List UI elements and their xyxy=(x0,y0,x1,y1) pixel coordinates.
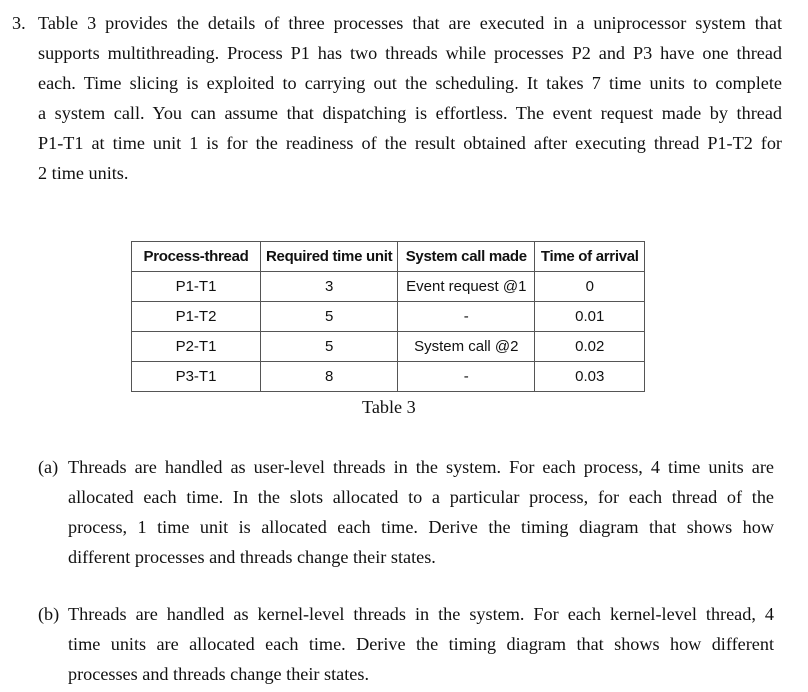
table-row xyxy=(132,302,645,332)
table-cell: 8 xyxy=(261,362,398,392)
part-line: Threads are handled as kernel-level threads in the system. For each kernel-level thread, 4 xyxy=(68,604,774,624)
table-header-cell: Process-thread xyxy=(132,242,261,272)
question-number: 3. xyxy=(12,13,26,33)
part-line: processes and threads change their states. xyxy=(68,664,369,684)
table-cell: Event request @1 xyxy=(398,272,535,302)
part-line: process, 1 time unit is allocated each time. Derive the timing diagram that shows how xyxy=(68,517,774,537)
table-header-row xyxy=(132,242,645,272)
table-cell: - xyxy=(398,362,535,392)
question-line: each. Time slicing is exploited to carrying out the scheduling. It takes 7 time units to complete xyxy=(38,73,782,93)
table-header-cell: Required time unit xyxy=(261,242,398,272)
question-line: supports multithreading. Process P1 has two threads while processes P2 and P3 have one thread xyxy=(38,43,782,63)
table-row xyxy=(132,332,645,362)
table-cell: P1-T2 xyxy=(132,302,261,332)
table-cell: P2-T1 xyxy=(132,332,261,362)
table-cell: System call @2 xyxy=(398,332,535,362)
table-row xyxy=(132,362,645,392)
table-cell: P1-T1 xyxy=(132,272,261,302)
table-caption: Table 3 xyxy=(362,397,416,417)
table-cell: 3 xyxy=(261,272,398,302)
table-cell: 0.01 xyxy=(535,302,645,332)
question-text xyxy=(38,8,782,188)
part-label: (b) xyxy=(38,604,60,624)
part-line: time units are allocated each time. Derive the timing diagram that shows how different xyxy=(68,634,774,654)
part-a xyxy=(0,452,808,582)
question-line: Table 3 provides the details of three processes that are executed in a uniprocessor system that xyxy=(38,13,782,33)
part-line: allocated each time. In the slots allocated to a particular process, for each thread of the xyxy=(68,487,774,507)
table-cell: 5 xyxy=(261,302,398,332)
table-cell: 5 xyxy=(261,332,398,362)
table-cell: 0 xyxy=(535,272,645,302)
part-text xyxy=(68,452,774,572)
table-cell: - xyxy=(398,302,535,332)
table-row xyxy=(132,272,645,302)
part-text xyxy=(68,599,774,689)
part-label: (a) xyxy=(38,457,59,477)
question-line: a system call. You can assume that dispatching is effortless. The event request made by thread xyxy=(38,103,782,123)
table-cell: 0.03 xyxy=(535,362,645,392)
question-line: P1-T1 at time unit 1 is for the readiness of the result obtained after executing thread P1-T2 for xyxy=(38,133,782,153)
table-header-cell: System call made xyxy=(398,242,535,272)
table-cell: P3-T1 xyxy=(132,362,261,392)
table-cell: 0.02 xyxy=(535,332,645,362)
part-b xyxy=(0,599,808,692)
process-table xyxy=(131,241,645,392)
question-line: 2 time units. xyxy=(38,163,129,183)
part-line: Threads are handled as user-level threads in the system. For each process, 4 time units are xyxy=(68,457,774,477)
table-header-cell: Time of arrival xyxy=(535,242,645,272)
part-line: different processes and threads change their states. xyxy=(68,547,436,567)
